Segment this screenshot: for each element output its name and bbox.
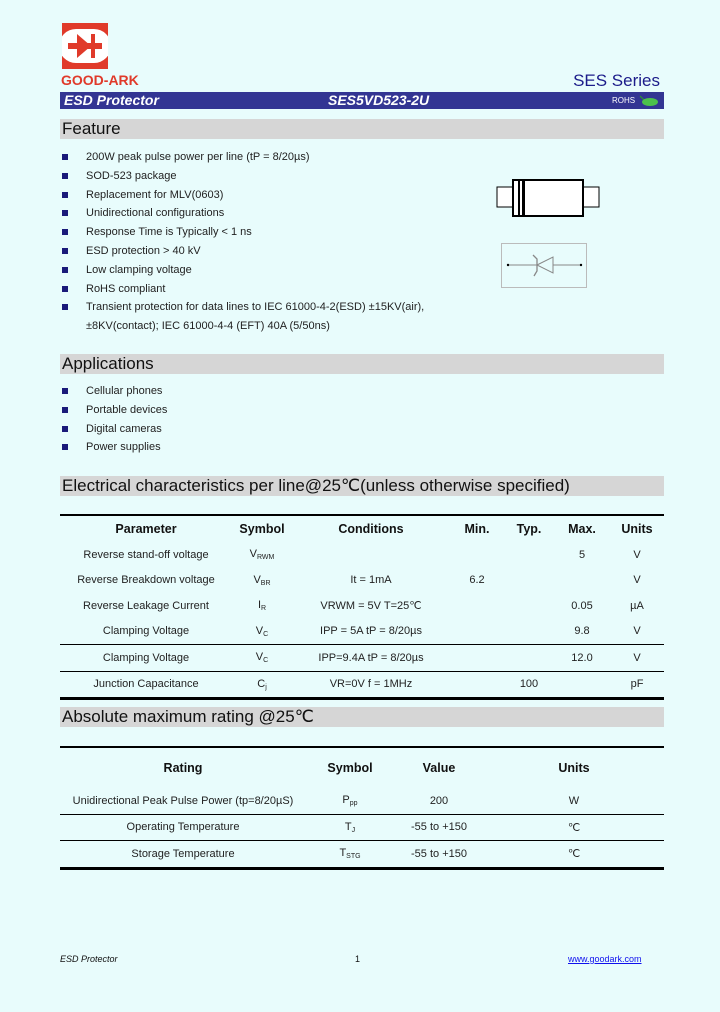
bullet-icon (62, 407, 68, 413)
column-header: Max. (568, 522, 596, 536)
table-header-row (60, 747, 664, 788)
bullet-icon (62, 304, 68, 310)
list-item-continuation: ±8KV(contact); IEC 61000-4-4 (EFT) 40A (5/50ns) (86, 320, 330, 333)
applications-list (62, 382, 167, 457)
list-item: Portable devices (62, 401, 167, 420)
table-row: Clamping Voltage $V_C$ IPP = 5A tP = 8/20µs 9.8 V (102, 624, 641, 638)
list-item: Replacement for MLV(0603) (62, 186, 424, 205)
column-header: Min. (464, 522, 490, 536)
bullet-icon (62, 426, 68, 432)
column-header: Parameter (115, 522, 177, 536)
list-item: Low clamping voltage (62, 261, 424, 280)
diode-schematic-symbol (501, 243, 587, 293)
table-row: Unidirectional Peak Pulse Power (tp=8/20µS) $P_{pp}$ 200 W (72, 794, 580, 808)
list-item: SOD-523 package (62, 167, 424, 186)
series-label: SES Series (573, 71, 660, 90)
list-item: Unidirectional configurations (62, 204, 424, 223)
diode-logo-icon (62, 23, 108, 69)
brand-logo (62, 23, 108, 69)
brand-name: GOOD-ARK (61, 72, 139, 88)
applications-section-header: Applications (60, 354, 664, 374)
table-row: Junction Capacitance $C_j$ VR=0V f = 1MHz 100 pF (60, 671, 664, 699)
footer-product-type: ESD Protector (60, 954, 118, 964)
column-header: Typ. (516, 522, 542, 536)
feature-section-header: Feature (60, 119, 664, 139)
bullet-icon (62, 267, 68, 273)
column-header: Symbol (239, 522, 285, 536)
table-row: Storage Temperature $T_{STG}$ -55 to +150 ℃ (60, 841, 664, 869)
bullet-icon (62, 210, 68, 216)
website-link[interactable]: www.goodark.com (568, 954, 642, 964)
table-header-row (60, 515, 664, 542)
page-number: 1 (355, 954, 361, 964)
rohs-leaf-icon (638, 94, 660, 112)
bullet-icon (62, 388, 68, 394)
table-row: Reverse stand-off voltage $V_{RWM}$ 5 V (83, 548, 641, 562)
feature-list (62, 148, 424, 336)
column-header: Units (558, 761, 590, 775)
sod523-package-drawing (496, 175, 600, 225)
column-header: Conditions (338, 522, 404, 536)
banner-product-type: ESD Protector (64, 92, 159, 108)
list-item: Digital cameras (62, 420, 167, 439)
rohs-label: ROHS (612, 96, 636, 105)
column-header: Value (422, 761, 456, 775)
column-header: Units (621, 522, 653, 536)
bullet-icon (62, 286, 68, 292)
table-row: Reverse Breakdown voltage $V_{BR}$ It = 1mA 6.2 V (77, 573, 641, 587)
bullet-icon (62, 173, 68, 179)
bullet-icon (62, 192, 68, 198)
absolute-max-section-header: Absolute maximum rating @25℃ (60, 707, 664, 727)
bullet-icon (62, 248, 68, 254)
list-item: Transient protection for data lines to IEC 61000-4-2(ESD) ±15KV(air), (62, 298, 424, 317)
bullet-icon (62, 444, 68, 450)
absolute-max-rating-table (60, 746, 664, 870)
list-item: 200W peak pulse power per line (tP = 8/20µs) (62, 148, 424, 167)
table-row: Clamping Voltage $V_C$ IPP=9.4A tP = 8/20µs 12.0 V (60, 645, 664, 672)
list-item: RoHS compliant (62, 280, 424, 299)
bullet-icon (62, 229, 68, 235)
table-row: Operating Temperature $T_J$ -55 to +150 ℃ (60, 814, 664, 841)
list-item: Power supplies (62, 438, 167, 457)
column-header: Symbol (327, 761, 373, 775)
column-header: Rating (163, 761, 203, 775)
electrical-characteristics-table (60, 514, 664, 700)
list-item: Cellular phones (62, 382, 167, 401)
electrical-section-header: Electrical characteristics per line@25℃(unless otherwise specified) (60, 476, 664, 496)
list-item: ESD protection > 40 kV (62, 242, 424, 261)
banner-part-number: SES5VD523-2U (328, 92, 430, 108)
list-item: Response Time is Typically < 1 ns (62, 223, 424, 242)
bullet-icon (62, 154, 68, 160)
table-row: Reverse Leakage Current $I_R$ VRWM = 5V T=25℃ 0.05 µA (83, 599, 644, 613)
